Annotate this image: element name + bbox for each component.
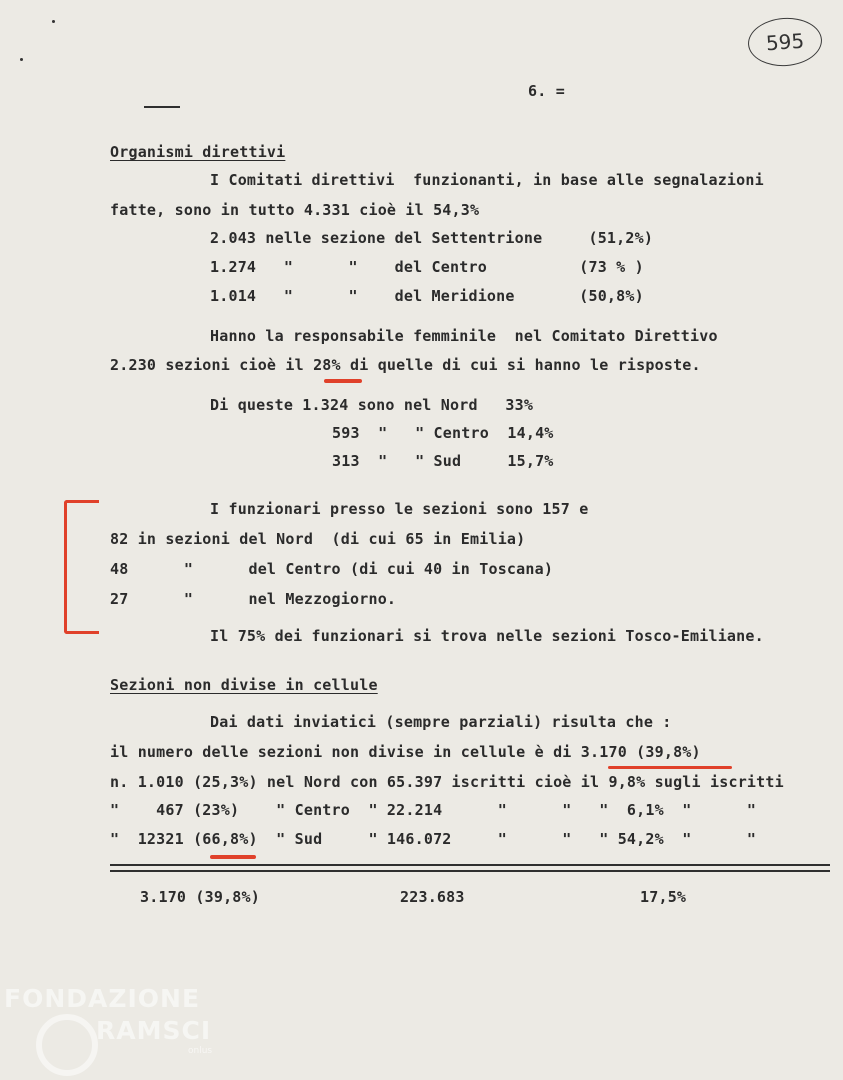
paragraph-line: Il 75% dei funzionari si trova nelle sezioni Tosco-Emiliane. (210, 627, 764, 645)
watermark-g-icon (36, 1014, 98, 1076)
table-row: " 467 (23%) " Centro " 22.214 " " " 6,1% " " (110, 801, 757, 819)
red-underline-mark (324, 379, 362, 383)
speck (52, 20, 55, 23)
table-row: 27 " nel Mezzogiorno. (110, 590, 397, 608)
table-row: 48 " del Centro (di cui 40 in Toscana) (110, 560, 554, 578)
handwritten-page-number: 595 (746, 15, 823, 68)
paragraph-line: il numero delle sezioni non divise in cellule è di 3.170 (39,8%) (110, 743, 701, 761)
table-row: Di queste 1.324 sono nel Nord 33% (210, 396, 534, 414)
red-bracket-mark (64, 500, 99, 634)
table-row: 2.043 nelle sezione del Settentrione (51,2%) (210, 229, 654, 247)
paragraph-line: I funzionari presso le sezioni sono 157 e (210, 500, 589, 518)
table-row: n. 1.010 (25,3%) nel Nord con 65.397 iscritti cioè il 9,8% sugli iscritti (110, 773, 784, 791)
paragraph-line: 2.230 sezioni cioè il 28% di quelle di cui si hanno le risposte. (110, 356, 701, 374)
paragraph-line: Hanno la responsabile femminile nel Comitato Direttivo (210, 327, 718, 345)
top-dash (144, 106, 180, 108)
paragraph-line: Dai dati inviatici (sempre parziali) risulta che : (210, 713, 672, 731)
page-marker: 6. = (528, 82, 565, 100)
paragraph-line: I Comitati direttivi funzionanti, in base alle segnalazioni (210, 171, 764, 189)
total-rule (110, 870, 830, 872)
red-underline-mark (210, 855, 256, 859)
watermark-logo-text: RAMSCI (96, 1016, 212, 1045)
table-row: 1.274 " " del Centro (73 % ) (210, 258, 644, 276)
watermark-logo-text: FONDAZIONE (4, 984, 201, 1013)
paragraph-line: fatte, sono in tutto 4.331 cioè il 54,3% (110, 201, 480, 219)
table-row: 313 " " Sud 15,7% (332, 452, 554, 470)
section-heading-organismi: Organismi direttivi (110, 143, 286, 161)
table-row: 82 in sezioni del Nord (di cui 65 in Emilia) (110, 530, 526, 548)
section-heading-sezioni: Sezioni non divise in cellule (110, 676, 378, 694)
speck (20, 58, 23, 61)
total-sections: 3.170 (39,8%) (140, 888, 260, 906)
table-row: " 12321 (66,8%) " Sud " 146.072 " " " 54,2% " " (110, 830, 757, 848)
red-underline-mark (608, 766, 732, 769)
total-members: 223.683 (400, 888, 465, 906)
table-row: 1.014 " " del Meridione (50,8%) (210, 287, 644, 305)
watermark-subtext: onlus (188, 1046, 213, 1056)
total-percent: 17,5% (640, 888, 687, 906)
total-rule (110, 864, 830, 866)
table-row: 593 " " Centro 14,4% (332, 424, 554, 442)
